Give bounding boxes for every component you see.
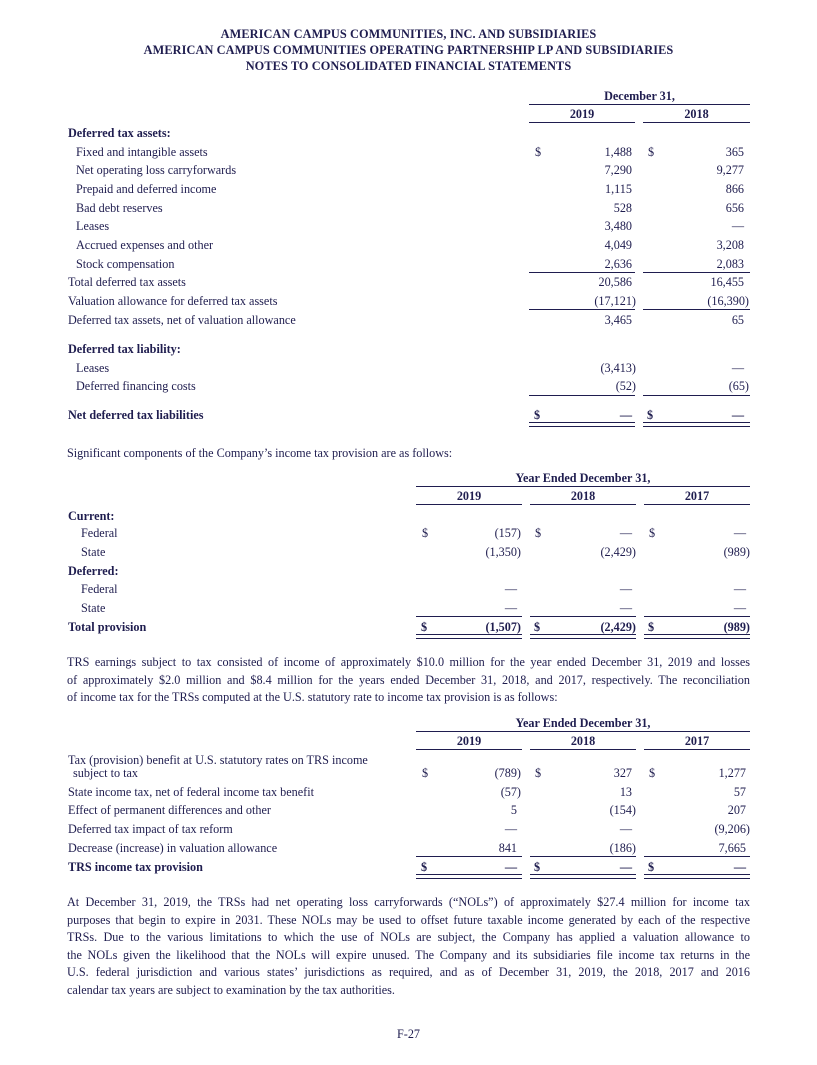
- table2-col-2019: 2019: [456, 489, 482, 503]
- table-cell: —: [619, 860, 632, 874]
- currency-symbol: $: [648, 145, 655, 159]
- table-cell: —: [733, 526, 746, 540]
- table1-col-2019: 2019: [569, 107, 595, 121]
- table-cell: —: [733, 582, 746, 596]
- header-line-3: NOTES TO CONSOLIDATED FINANCIAL STATEMENTS: [245, 59, 572, 73]
- table-cell: (186): [609, 841, 636, 855]
- table-cell: 4,049: [604, 238, 632, 252]
- table3-col-2017: 2017: [684, 734, 710, 748]
- header-line-1: AMERICAN CAMPUS COMMUNITIES, INC. AND SUBSIDIARIES: [220, 27, 597, 41]
- table-cell: 1,488: [604, 145, 632, 159]
- table-cell: 57: [733, 785, 746, 799]
- table-cell: 207: [727, 803, 746, 817]
- table-cell: 7,290: [604, 163, 632, 177]
- table-row-label: Deferred financing costs: [76, 379, 196, 393]
- table-row-label: Decrease (increase) in valuation allowance: [68, 841, 278, 855]
- current-heading: Current:: [68, 509, 115, 523]
- table-cell: (789): [494, 766, 521, 780]
- table-cell: (1,350): [485, 545, 521, 559]
- table-cell: —: [619, 822, 632, 836]
- table2-col-2017: 2017: [684, 489, 710, 503]
- table-cell: —: [731, 219, 744, 233]
- table1-period-header: December 31,: [604, 89, 675, 103]
- table-row-label-cont: subject to tax: [73, 766, 138, 780]
- table-row-label: Leases: [76, 361, 110, 375]
- table-row-label: Tax (provision) benefit at U.S. statutory rates on TRS income: [68, 753, 368, 767]
- deferred-tax-liability-heading: Deferred tax liability:: [68, 342, 181, 356]
- table-row-label: Accrued expenses and other: [76, 238, 214, 252]
- table-cell: (65): [728, 379, 749, 393]
- table-cell: 16,455: [710, 275, 744, 289]
- table-cell: 13: [619, 785, 632, 799]
- table-row-label: Federal: [81, 526, 118, 540]
- table-cell: —: [733, 601, 746, 615]
- table-cell: 528: [613, 201, 632, 215]
- table3-col-2019: 2019: [456, 734, 482, 748]
- table1-col-2018: 2018: [684, 107, 709, 121]
- currency-symbol: $: [422, 526, 429, 540]
- table-cell: (16,390): [707, 294, 749, 308]
- table-cell: —: [619, 582, 632, 596]
- table-row-label: Deferred tax impact of tax reform: [68, 822, 233, 836]
- currency-symbol: $: [535, 526, 542, 540]
- currency-symbol: $: [421, 620, 428, 634]
- table-cell: 5: [510, 803, 517, 817]
- table-row-label: State: [81, 545, 106, 559]
- table-cell: (17,121): [594, 294, 636, 308]
- table-row-label: Leases: [76, 219, 110, 233]
- table-row-label: Valuation allowance for deferred tax assets: [68, 294, 278, 308]
- table-cell: 866: [725, 182, 744, 196]
- table-cell: (989): [723, 545, 750, 559]
- table-cell: 3,465: [604, 313, 632, 327]
- table-cell: (9,206): [714, 822, 750, 836]
- currency-symbol: $: [534, 408, 541, 422]
- table-cell: —: [733, 860, 746, 874]
- table-cell: 841: [498, 841, 517, 855]
- table-row-label: Net deferred tax liabilities: [68, 408, 204, 422]
- table-row-label: TRS income tax provision: [68, 860, 203, 874]
- table-row-label: State: [81, 601, 106, 615]
- table-row-label: State income tax, net of federal income tax benefit: [68, 785, 315, 799]
- currency-symbol: $: [649, 526, 656, 540]
- currency-symbol: $: [648, 860, 655, 874]
- header-line-2: AMERICAN CAMPUS COMMUNITIES OPERATING PARTNERSHIP LP AND SUBSIDIARIES: [143, 43, 674, 57]
- table3-period-header: Year Ended December 31,: [515, 716, 651, 730]
- currency-symbol: $: [535, 766, 542, 780]
- table3-col-2018: 2018: [570, 734, 596, 748]
- currency-symbol: $: [534, 860, 541, 874]
- table-cell: —: [504, 860, 517, 874]
- currency-symbol: $: [421, 860, 428, 874]
- table-cell: 2,636: [604, 257, 632, 271]
- table-cell: (1,507): [485, 620, 521, 634]
- currency-symbol: $: [534, 620, 541, 634]
- table-cell: —: [504, 582, 517, 596]
- table2-period-header: Year Ended December 31,: [515, 471, 651, 485]
- currency-symbol: $: [648, 620, 655, 634]
- table-cell: 365: [725, 145, 744, 159]
- currency-symbol: $: [535, 145, 542, 159]
- table-cell: 65: [731, 313, 744, 327]
- currency-symbol: $: [422, 766, 429, 780]
- table-row-label: Stock compensation: [76, 257, 175, 271]
- currency-symbol: $: [647, 408, 654, 422]
- table-cell: (52): [615, 379, 636, 393]
- table-cell: (157): [494, 526, 521, 540]
- table-cell: —: [731, 408, 744, 422]
- table-cell: —: [504, 822, 517, 836]
- table-cell: 7,665: [718, 841, 746, 855]
- table-row-label: Fixed and intangible assets: [76, 145, 208, 159]
- provision-intro-text: Significant components of the Company’s income tax provision are as follows:: [67, 446, 453, 460]
- table-cell: 327: [613, 766, 632, 780]
- table-row-label: Total provision: [68, 620, 147, 634]
- deferred-heading: Deferred:: [68, 564, 119, 578]
- table-cell: 20,586: [598, 275, 632, 289]
- currency-symbol: $: [649, 766, 656, 780]
- trs-earnings-paragraph: TRS earnings subject to tax consisted of income of approximately $10.0 million for the year ended December 31, 2019 and losses of approximately $2.0 million and $8.4 million for the years ended December 31, 2018, and 2017, respectively. The reconciliation of income tax for the TRSs computed at the U.S. statutory rate to income tax provision is as follows:: [67, 655, 750, 704]
- table-cell: 2,083: [716, 257, 744, 271]
- page-number: F-27: [396, 1027, 421, 1041]
- table-row-label: Net operating loss carryforwards: [76, 163, 237, 177]
- table-cell: 1,277: [718, 766, 746, 780]
- table-cell: (154): [609, 803, 636, 817]
- table-cell: 9,277: [716, 163, 744, 177]
- table-cell: 1,115: [605, 182, 632, 196]
- table-row-label: Effect of permanent differences and other: [68, 803, 271, 817]
- table-cell: —: [504, 601, 517, 615]
- deferred-tax-assets-heading: Deferred tax assets:: [68, 126, 171, 140]
- table-cell: 3,208: [716, 238, 744, 252]
- table-row-label: Deferred tax assets, net of valuation allowance: [68, 313, 296, 327]
- table-cell: (57): [500, 785, 521, 799]
- table-row-label: Federal: [81, 582, 118, 596]
- table-row-label: Total deferred tax assets: [68, 275, 186, 289]
- table-cell: —: [619, 526, 632, 540]
- nol-paragraph: At December 31, 2019, the TRSs had net operating loss carryforwards (“NOLs”) of approximately $27.4 million for income tax purposes that begin to expire in 2031. These NOLs may be used to offset future taxable income generated by each of the respective TRSs. Due to the various limitations to which the use of NOLs are subject, the Company has applied a valuation allowance to the NOLs given the likelihood that the NOLs will expire unused. The Company and its subsidiaries file income tax returns in the U.S. federal jurisdiction and various states’ jurisdictions as required, and as of December 31, 2019, the 2018, 2017 and 2016 calendar tax years are subject to examination by the tax authorities.: [67, 895, 750, 997]
- table-row-label: Bad debt reserves: [76, 201, 163, 215]
- table-cell: —: [731, 361, 744, 375]
- table-cell: (2,429): [600, 620, 636, 634]
- table-cell: 3,480: [604, 219, 632, 233]
- table-cell: (2,429): [600, 545, 636, 559]
- table-cell: —: [619, 601, 632, 615]
- table-cell: —: [619, 408, 632, 422]
- table-row-label: Prepaid and deferred income: [76, 182, 217, 196]
- table2-col-2018: 2018: [570, 489, 596, 503]
- table-cell: 656: [725, 201, 744, 215]
- table-cell: (3,413): [600, 361, 636, 375]
- table-cell: (989): [723, 620, 750, 634]
